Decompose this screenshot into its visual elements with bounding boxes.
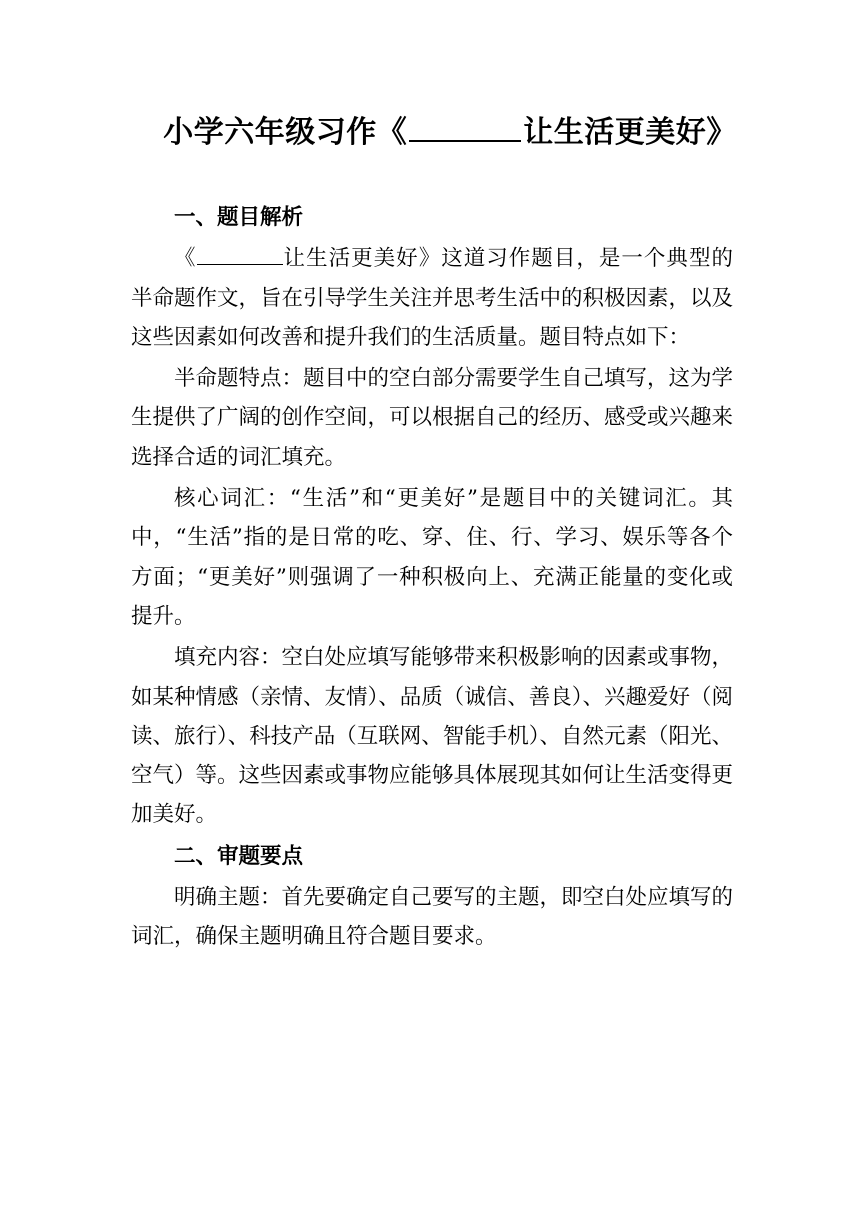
title-prefix: 小学六年级习作《 bbox=[163, 115, 408, 150]
paragraph-core-words: 核心词汇：“生活”和“更美好”是题目中的关键词汇。其中，“生活”指的是日常的吃、穿、住、行、学习、娱乐等各个方面；“更美好”则强调了一种积极向上、充满正能量的变化或提升。 bbox=[131, 486, 733, 629]
document-title bbox=[100, 110, 800, 153]
title-suffix: 让生活更美好》 bbox=[523, 115, 737, 150]
blank-underline bbox=[197, 246, 283, 265]
section-heading-2: 二、审题要点 bbox=[174, 843, 304, 869]
paragraph-fill-content: 填充内容：空白处应填写能够带来积极影响的因素或事物，如某种情感（亲情、友情）、品质（诚信、善良）、兴趣爱好（阅读、旅行）、科技产品（互联网、智能手机）、自然元素（阳光、空气）等。这些因素或事物应能够具体展现其如何让生活变得更加美好。 bbox=[131, 645, 734, 828]
paragraph-intro-text: 让生活更美好》这道习作题目，是一个典型的半命题作文，旨在引导学生关注并思考生活中的积极因素，以及这些因素如何改善和提升我们的生活质量。题目特点如下： bbox=[131, 246, 734, 350]
title-blank bbox=[409, 110, 521, 142]
section-heading-1: 一、题目解析 bbox=[174, 205, 304, 230]
paragraph-theme: 明确主题：首先要确定自己要写的主题，即空白处应填写的词汇，确保主题明确且符合题目要求。 bbox=[131, 885, 734, 950]
paragraph-intro bbox=[131, 239, 733, 359]
paragraph-intro-open: 《 bbox=[174, 246, 197, 272]
document-body bbox=[131, 198, 733, 959]
paragraph-half-title: 半命题特点：题目中的空白部分需要学生自己填写，这为学生提供了广阔的创作空间，可以根据自己的经历、感受或兴趣来选择合适的词汇填充。 bbox=[131, 366, 734, 470]
